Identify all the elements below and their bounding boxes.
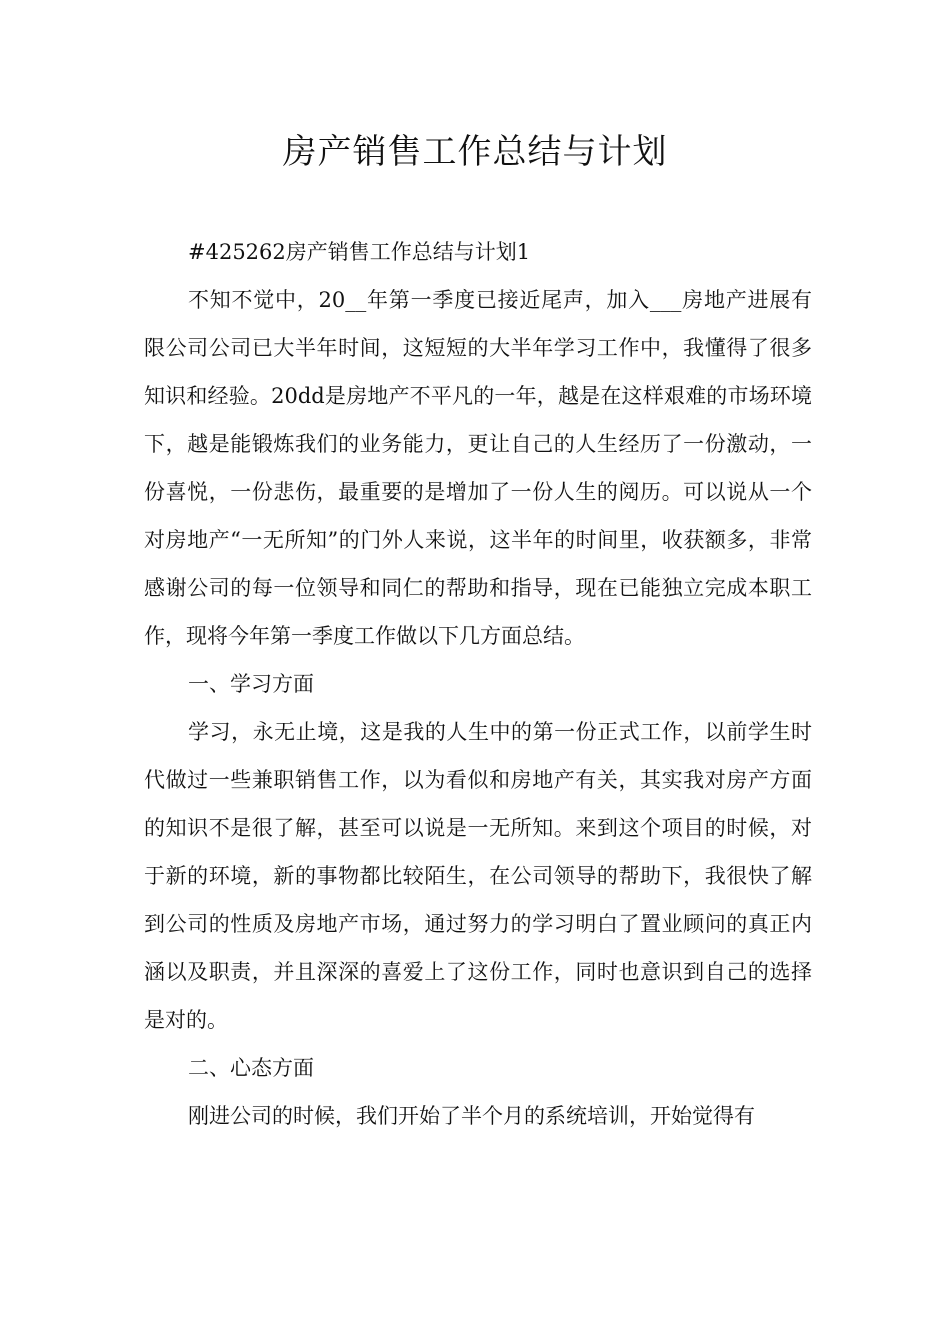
- document-title: 房产销售工作总结与计划: [282, 132, 668, 172]
- section-heading-mindset: 二、心态方面: [188, 1056, 314, 1080]
- section-heading-study: 一、学习方面: [188, 672, 314, 696]
- paragraph-heading-ref: #425262房产销售工作总结与计划1: [188, 240, 531, 264]
- document-body: [144, 228, 812, 1140]
- paragraph-mindset: 刚进公司的时候，我们开始了半个月的系统培训，开始觉得有: [188, 1104, 755, 1128]
- paragraph-intro: 不知不觉中，20__年第一季度已接近尾声，加入___房地产进展有限公司公司已大半年时间，这短短的大半年学习工作中，我懂得了很多知识和经验。20dd是房地产不平凡的一年，越是在这样艰难的市场环境下，越是能锻炼我们的业务能力，更让自己的人生经历了一份激动，一份喜悦，一份悲伤，最重要的是增加了一份人生的阅历。可以说从一个对房地产“一无所知”的门外人来说，这半年的时间里，收获额多，非常感谢公司的每一位领导和同仁的帮助和指导，现在已能独立完成本职工作，现将今年第一季度工作做以下几方面总结。: [144, 288, 812, 648]
- paragraph-study: 学习，永无止境，这是我的人生中的第一份正式工作，以前学生时代做过一些兼职销售工作，以为看似和房地产有关，其实我对房产方面的知识不是很了解，甚至可以说是一无所知。来到这个项目的时候，对于新的环境，新的事物都比较陌生，在公司领导的帮助下，我很快了解到公司的性质及房地产市场，通过努力的学习明白了置业顾问的真正内涵以及职责，并且深深的喜爱上了这份工作，同时也意识到自己的选择是对的。: [144, 720, 812, 1032]
